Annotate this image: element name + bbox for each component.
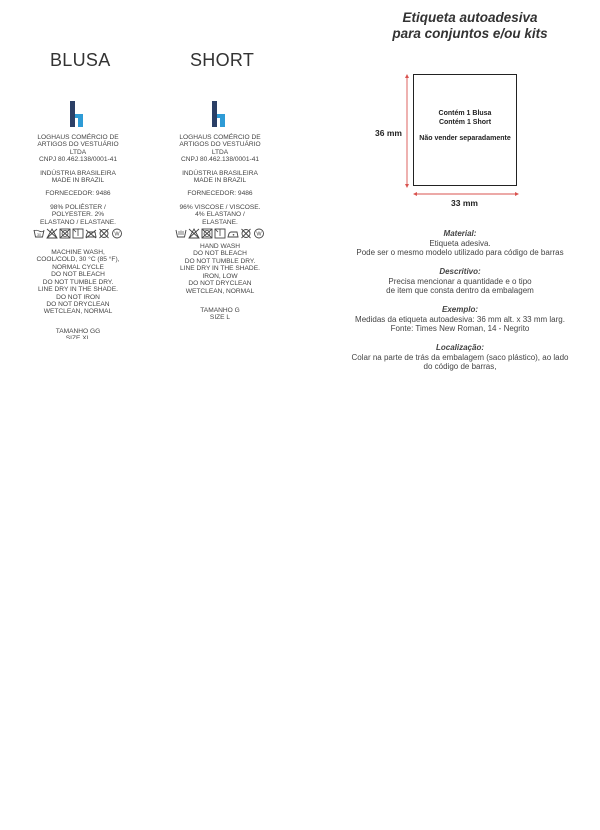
care-symbols [28, 228, 128, 239]
material-heading: Material: [443, 229, 477, 238]
care-line: WETCLEAN, NORMAL [43, 308, 113, 316]
material-line: Etiqueta adesiva. [429, 238, 491, 248]
origin-line: MADE IN BRAZIL [193, 177, 247, 185]
exemplo-block [340, 305, 580, 334]
care-symbols [170, 228, 270, 239]
origin-line: MADE IN BRAZIL [51, 177, 105, 185]
descritivo-line: Precisa mencionar a quantidade e o tipo [388, 276, 532, 286]
sticker-example [413, 74, 517, 186]
short-care-label [170, 100, 270, 322]
blusa-title: BLUSA [50, 50, 111, 70]
localizacao-heading: Localização: [435, 343, 484, 352]
blusa-care-label [28, 100, 128, 339]
no-iron-icon [85, 228, 97, 239]
title-line: Etiqueta autoadesiva [402, 10, 538, 25]
composition-line: POLYESTER. 2% [51, 211, 105, 219]
care-line: NORMAL CYCLE [52, 263, 104, 271]
short-title: SHORT [190, 50, 255, 70]
material-block [340, 229, 580, 258]
exemplo-line: Medidas da etiqueta autoadesiva: 36 mm alt. x 33 mm larg. [355, 314, 565, 324]
loghaus-logo-icon [209, 100, 231, 130]
svg-text:30: 30 [37, 233, 41, 238]
company-line: LTDA [69, 148, 87, 156]
hand-wash-icon [175, 228, 187, 239]
supplier: FORNECEDOR: 9486 [45, 190, 111, 198]
company-line: ARTIGOS DO VESTUÁRIO [179, 141, 261, 149]
cnpj: CNPJ 80.462.138/0001-41 [180, 156, 260, 164]
care-line: LINE DRY IN THE SHADE. [180, 265, 260, 273]
sticker-line: Contém 1 Blusa [438, 110, 492, 117]
no-dryclean-icon [240, 228, 252, 239]
descritivo-heading: Descritivo: [439, 267, 481, 276]
origin-line: INDÚSTRIA BRASILEIRA [182, 169, 258, 177]
care-line: WETCLEAN, NORMAL [185, 287, 255, 295]
composition-line: 96% VISCOSE / VISCOSE. [179, 203, 261, 211]
line-dry-shade-icon [72, 228, 84, 239]
descritivo-line: de item que consta dentro da embalagem [386, 286, 534, 295]
sticker-line: Não vender separadamente [419, 135, 511, 142]
care-line: DO NOT TUMBLE DRY. [184, 257, 256, 265]
supplier: FORNECEDOR: 9486 [187, 190, 253, 198]
cnpj: CNPJ 80.462.138/0001-41 [38, 156, 118, 164]
localizacao-line: Colar na parte de trás da embalagem (saco plástico), ao lado [351, 352, 569, 362]
height-label: 36 mm [375, 128, 402, 138]
svg-text:W: W [256, 231, 262, 238]
size-line: SIZE L [209, 314, 231, 322]
composition-line: 98% POLIÉSTER / [50, 203, 106, 211]
wetclean-icon [253, 228, 265, 239]
localizacao-block [340, 343, 580, 372]
no-dryclean-icon [98, 228, 110, 239]
care-line: DO NOT IRON [56, 293, 100, 301]
company-line: LOGHAUS COMÉRCIO DE [179, 134, 261, 141]
size-line: TAMANHO G [200, 306, 240, 314]
no-bleach-icon [46, 228, 58, 239]
iron-low-icon [227, 228, 239, 239]
title-line: para conjuntos e/ou kits [392, 26, 548, 41]
care-line: DO NOT DRYCLEAN [46, 300, 110, 308]
line-dry-shade-icon [214, 228, 226, 239]
exemplo-heading: Exemplo: [441, 305, 478, 314]
wash-tub-icon [33, 228, 45, 239]
composition-line: 4% ELASTANO / [195, 211, 245, 219]
care-line: DO NOT TUMBLE DRY. [42, 278, 114, 286]
loghaus-logo-icon [67, 100, 89, 130]
care-line: COOL/COLD, 30 °C (85 °F), [36, 256, 120, 264]
size-line: TAMANHO GG [55, 327, 101, 335]
care-line: IRON, LOW [202, 272, 238, 280]
localizacao-line: do código de barras, [423, 362, 497, 371]
care-line: MACHINE WASH, [51, 249, 105, 257]
material-line: Pode ser o mesmo modelo utilizado para código de barras [356, 248, 564, 257]
descritivo-block [340, 267, 580, 296]
svg-text:W: W [114, 231, 120, 238]
size-line: SIZE XL [65, 335, 91, 340]
company-line: LTDA [211, 148, 229, 156]
width-label: 33 mm [451, 198, 478, 208]
composition-line: ELASTANO / ELASTANE. [40, 218, 116, 226]
sticker-line: Contém 1 Short [438, 119, 492, 126]
care-line: DO NOT DRYCLEAN [188, 280, 252, 288]
company-line: ARTIGOS DO VESTUÁRIO [37, 141, 119, 149]
care-line: DO NOT BLEACH [193, 250, 247, 258]
composition-line: ELASTANE. [202, 218, 238, 226]
care-line: LINE DRY IN THE SHADE. [38, 286, 118, 294]
no-bleach-icon [188, 228, 200, 239]
care-line: DO NOT BLEACH [51, 271, 105, 279]
no-tumble-dry-icon [59, 228, 71, 239]
origin-line: INDÚSTRIA BRASILEIRA [40, 169, 116, 177]
sticker-section-title [370, 10, 570, 42]
exemplo-line: Fonte: Times New Roman, 14 - Negrito [390, 324, 530, 333]
no-tumble-dry-icon [201, 228, 213, 239]
company-line: LOGHAUS COMÉRCIO DE [37, 134, 119, 141]
care-line: HAND WASH [199, 243, 241, 251]
wetclean-icon [111, 228, 123, 239]
